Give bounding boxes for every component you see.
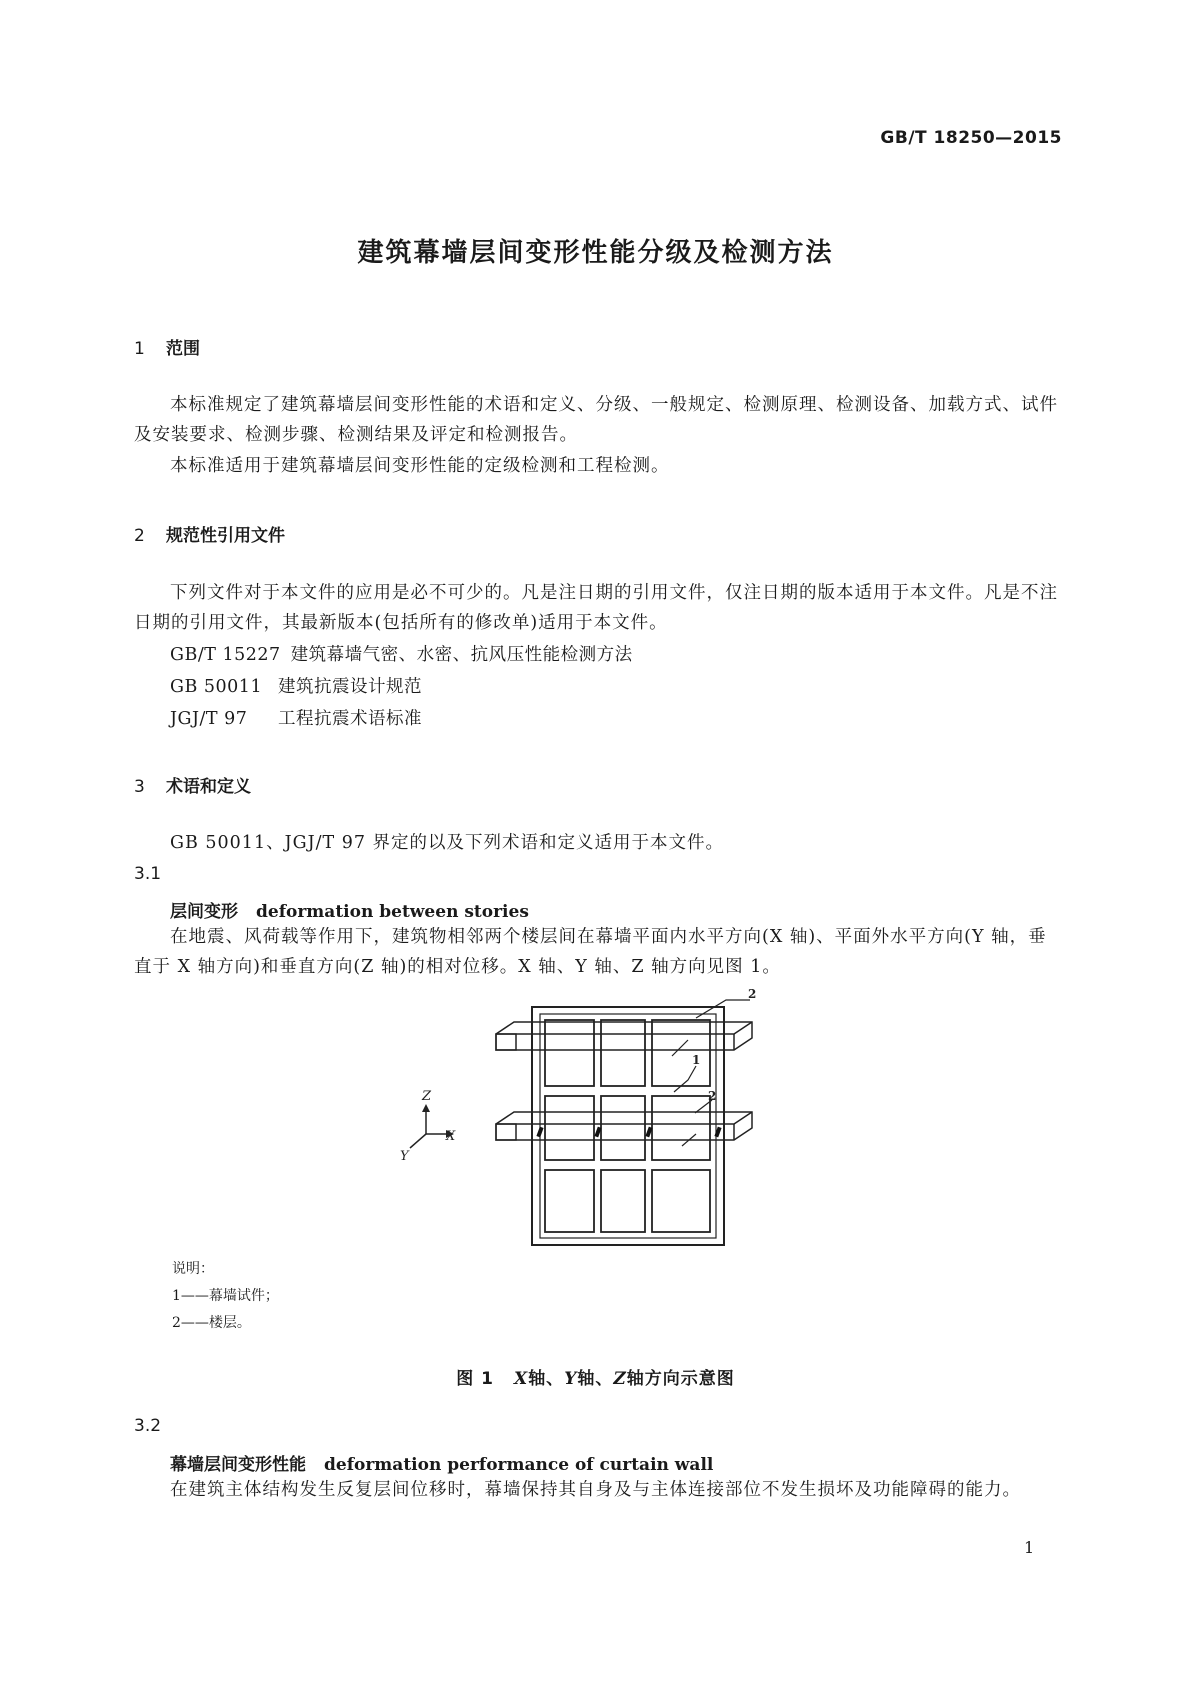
term-definition: 在建筑主体结构发生反复层间位移时，幕墙保持其自身及与主体连接部位不发生损坏及功能障碍的能力。 <box>170 1480 1021 1500</box>
reference-code: GB/T 15227 <box>170 645 281 665</box>
axes <box>410 1110 448 1148</box>
label-1: 1 <box>692 1053 701 1067</box>
reference-item <box>170 704 422 734</box>
term-number: 3.2 <box>134 1416 162 1436</box>
section-number: 2 <box>134 526 145 546</box>
section-number: 1 <box>134 339 145 359</box>
floor-slab-top <box>496 1022 752 1050</box>
caption-y: Y <box>564 1369 578 1389</box>
term-heading <box>170 897 529 922</box>
term-heading <box>170 1450 713 1475</box>
standard-number: GB/T 18250—2015 <box>880 128 1062 148</box>
reference-code: JGJ/T 97 <box>170 709 248 729</box>
panel-grid <box>545 1020 710 1232</box>
axis-label-x: X <box>446 1129 456 1144</box>
section-title: 范围 <box>166 339 200 359</box>
section-3-para-1: GB 50011、JGJ/T 97 界定的以及下列术语和定义适用于本文件。 <box>170 833 725 853</box>
label-2-top: 2 <box>748 987 757 1001</box>
term-zh: 幕墙层间变形性能 <box>170 1455 306 1475</box>
term-en: deformation performance of curtain wall <box>324 1455 714 1475</box>
reference-title: 建筑幕墙气密、水密、抗风压性能检测方法 <box>290 645 633 665</box>
reference-item <box>170 672 422 702</box>
section-number: 3 <box>134 777 145 797</box>
curtain-wall-inner-frame <box>540 1014 716 1238</box>
section-2-para-1: 下列文件对于本文件的应用是必不可少的。凡是注日期的引用文件，仅注日期的版本适用于本文件。凡是不注日期的引用文件，其最新版本(包括所有的修改单)适用于本文件。 <box>134 583 1058 633</box>
term-number: 3.1 <box>134 864 162 884</box>
term-zh: 层间变形 <box>170 902 238 922</box>
figure-1-diagram <box>400 987 780 1250</box>
caption-part: 轴、 <box>528 1369 565 1389</box>
caption-z: Z <box>613 1369 627 1389</box>
reference-code: GB 50011 <box>170 677 263 697</box>
caption-part: 轴方向示意图 <box>626 1369 735 1389</box>
legend-title: 说明： <box>172 1261 214 1277</box>
reference-title: 建筑抗震设计规范 <box>278 677 422 697</box>
term-definition: 在地震、风荷载等作用下，建筑物相邻两个楼层间在幕墙平面内水平方向(X 轴)、平面外水平方向(Y 轴，垂直于 X 轴方向)和垂直方向(Z 轴)的相对位移。X 轴、Y 轴、Z 轴方向见图 1。 <box>134 927 1047 977</box>
term-en: deformation between stories <box>256 902 529 922</box>
section-1-para-1: 本标准规定了建筑幕墙层间变形性能的术语和定义、分级、一般规定、检测原理、检测设备、加载方式、试件及安装要求、检测步骤、检测结果及评定和检测报告。 <box>134 395 1058 445</box>
caption-prefix: 图 1 <box>456 1369 494 1389</box>
caption-part: 轴、 <box>577 1369 614 1389</box>
label-2-bottom: 2 <box>708 1089 717 1103</box>
floor-slab-bottom <box>496 1112 752 1140</box>
legend-item-1: 1——幕墙试件； <box>172 1288 279 1304</box>
reference-title: 工程抗震术语标准 <box>278 709 422 729</box>
section-3-heading <box>134 772 251 797</box>
reference-item <box>170 640 633 670</box>
caption-x: X <box>513 1369 529 1389</box>
page-number: 1 <box>1024 1538 1035 1557</box>
axis-label-y: Y <box>400 1149 409 1164</box>
section-1-heading <box>134 334 200 359</box>
curtain-wall-frame <box>532 1007 724 1245</box>
section-2-heading <box>134 521 285 546</box>
figure-caption <box>0 1364 1191 1389</box>
axis-label-z: Z <box>422 1089 432 1104</box>
legend-item-2: 2——楼层。 <box>172 1315 251 1331</box>
document-title: 建筑幕墙层间变形性能分级及检测方法 <box>357 238 834 268</box>
section-1-para-2: 本标准适用于建筑幕墙层间变形性能的定级检测和工程检测。 <box>170 456 670 476</box>
section-title: 规范性引用文件 <box>166 526 285 546</box>
section-title: 术语和定义 <box>166 777 251 797</box>
